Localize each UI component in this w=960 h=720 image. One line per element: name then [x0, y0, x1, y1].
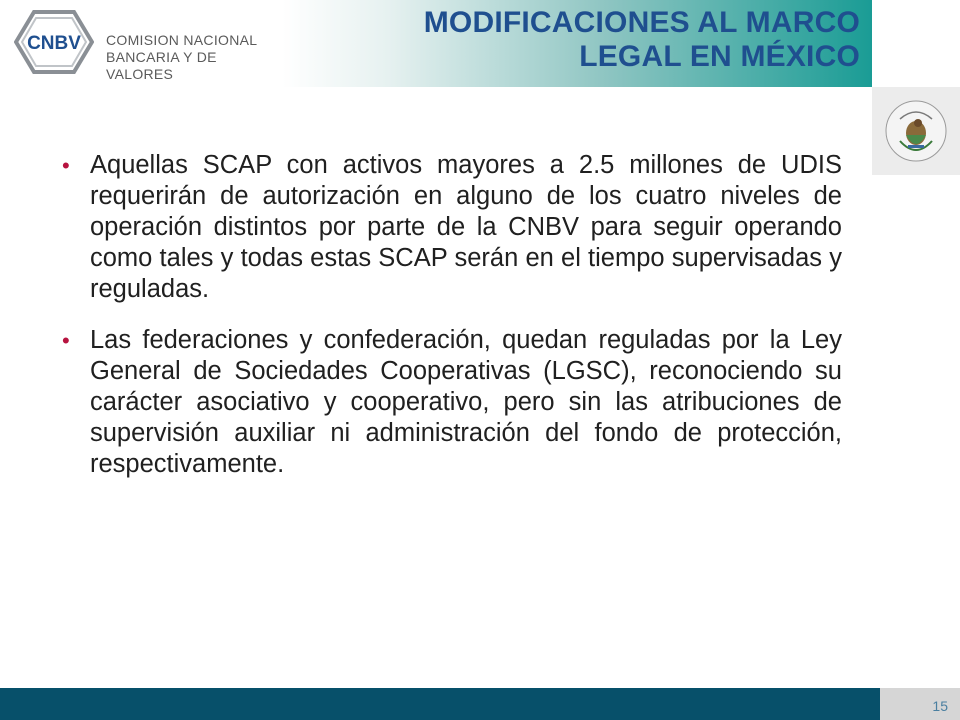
cnbv-emblem-icon [14, 8, 94, 76]
bullet-item [62, 325, 842, 480]
slide-content [62, 150, 842, 500]
bullet-dot-icon: • [62, 153, 70, 178]
mexico-coat-of-arms-icon [882, 97, 950, 165]
bullet-dot-icon: • [62, 328, 70, 353]
logo-text: CNBV [27, 33, 81, 54]
slide-title [424, 6, 860, 74]
bullet-text: Aquellas SCAP con activos mayores a 2.5 millones de UDIS requerirán de autorización en alguno de los cuatro niveles de operación distintos por parte de la CNBV para seguir operando como tales y todas estas SCAP serán en el tiempo supervisadas y reguladas. [90, 151, 842, 303]
org-line-1: COMISION NACIONAL [106, 32, 258, 48]
page-number-box [880, 688, 960, 720]
page-number: 15 [932, 698, 948, 714]
bullet-item [62, 150, 842, 305]
footer-bar [0, 688, 880, 720]
seal-panel [872, 87, 960, 175]
org-line-2: BANCARIA Y DE VALORES [106, 49, 217, 82]
bullet-text: Las federaciones y confederación, quedan reguladas por la Ley General de Sociedades Cooperativas (LGSC), reconociendo su carácter asociativo y cooperativo, pero sin las atribuciones de supervisión auxiliar ni administración del fondo de protección, respectivamente. [90, 326, 842, 478]
title-line-1: MODIFICACIONES AL MARCO [423, 6, 860, 39]
title-line-2: LEGAL EN MÉXICO [579, 40, 860, 73]
organization-name [106, 32, 274, 83]
cnbv-logo [14, 8, 274, 82]
